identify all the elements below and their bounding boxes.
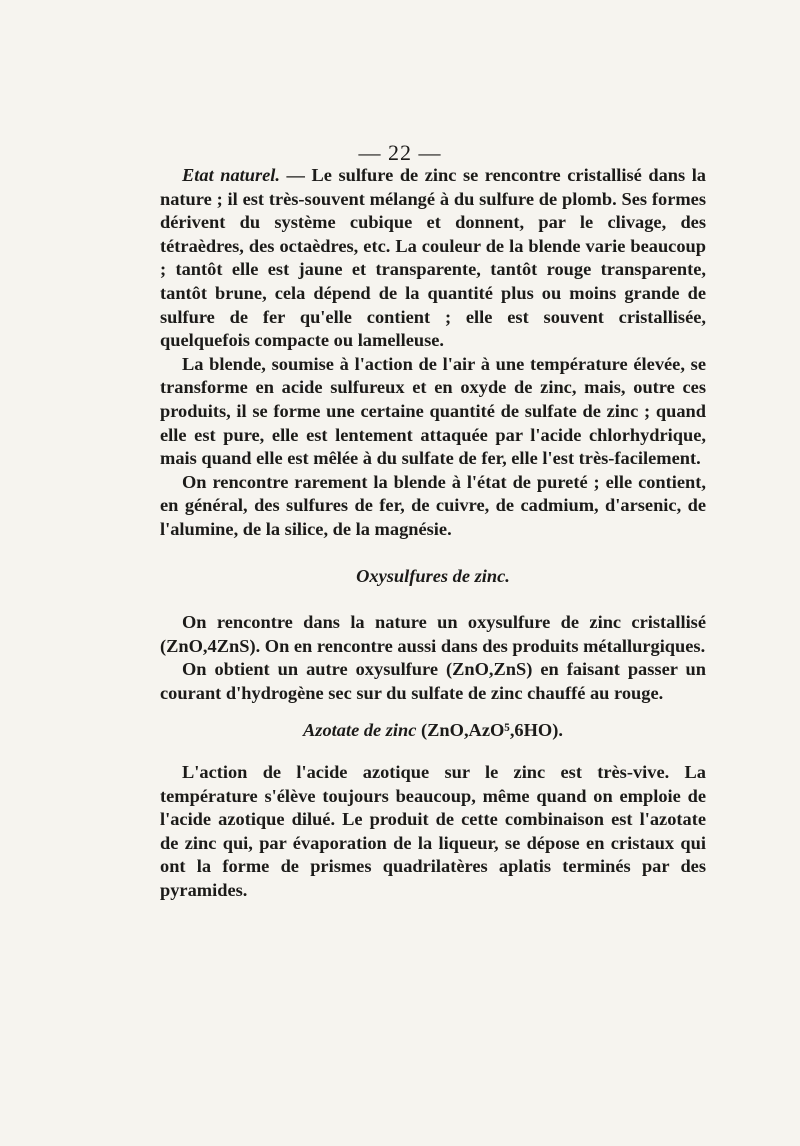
etat-naturel-lead: Etat naturel. bbox=[182, 165, 281, 185]
paragraph-oxysulfure-obtenu: On obtient un autre oxysulfure (ZnO,ZnS) en faisant passer un courant d'hydrogène sec sur du sulfate de zinc chauffé au rouge. bbox=[160, 659, 706, 703]
page-body bbox=[160, 164, 706, 903]
paragraph-azotate: L'action de l'acide azotique sur le zinc est très-vive. La température s'élève toujours beaucoup, même quand on emploie de l'acide azotique dilué. Le produit de cette combinaison est l'azotate de zinc qui, par évaporation de la liqueur, se dépose en cristaux qui ont la forme de prismes quadrilatères aplatis terminés par des pyramides. bbox=[160, 762, 706, 901]
azotate-heading-formula: (ZnO,AzO⁵,6HO). bbox=[416, 720, 563, 741]
heading-azotate bbox=[160, 719, 706, 743]
paragraph-blende-purete: On rencontre rarement la blende à l'état de pureté ; elle contient, en général, des sulfures de fer, de cuivre, de cadmium, d'arsenic, de l'alumine, de la silice, de la magnésie. bbox=[160, 471, 706, 539]
etat-naturel-text: — Le sulfure de zinc se rencontre cristallisé dans la nature ; il est très-souvent mélangé à du sulfure de plomb. Ses formes dérivent du système cubique et donnent, par le clivage, des tétraèdres, des octaèdres, etc. La couleur de la blende varie beaucoup ; tantôt elle est jaune et transparente, tantôt rouge transparente, tantôt brune, cela dépend de la quantité plus ou moins grande de sulfure de fer qu'elle contient ; elle est souvent cristallisée, quelquefois compacte ou lamelleuse. bbox=[160, 165, 706, 351]
azotate-heading-title: Azotate de zinc bbox=[303, 720, 417, 741]
paragraph-blende-action: La blende, soumise à l'action de l'air à une température élevée, se transforme en acide sulfureux et en oxyde de zinc, mais, outre ces produits, il se forme une certaine quantité de sulfate de zinc ; quand elle est pure, elle est lentement attaquée par l'acide chlorhydrique, mais quand elle est mêlée à du sulfate de fer, elle l'est très-facilement. bbox=[160, 353, 706, 469]
paragraph-etat-naturel bbox=[160, 164, 706, 353]
paragraph-oxysulfure-naturel: On rencontre dans la nature un oxysulfure de zinc cristallisé (ZnO,4ZnS). On en rencontre aussi dans des produits métallurgiques. bbox=[160, 612, 706, 656]
page-number: — 22 — bbox=[358, 140, 442, 165]
heading-oxysulfures: Oxysulfures de zinc. bbox=[356, 565, 510, 586]
